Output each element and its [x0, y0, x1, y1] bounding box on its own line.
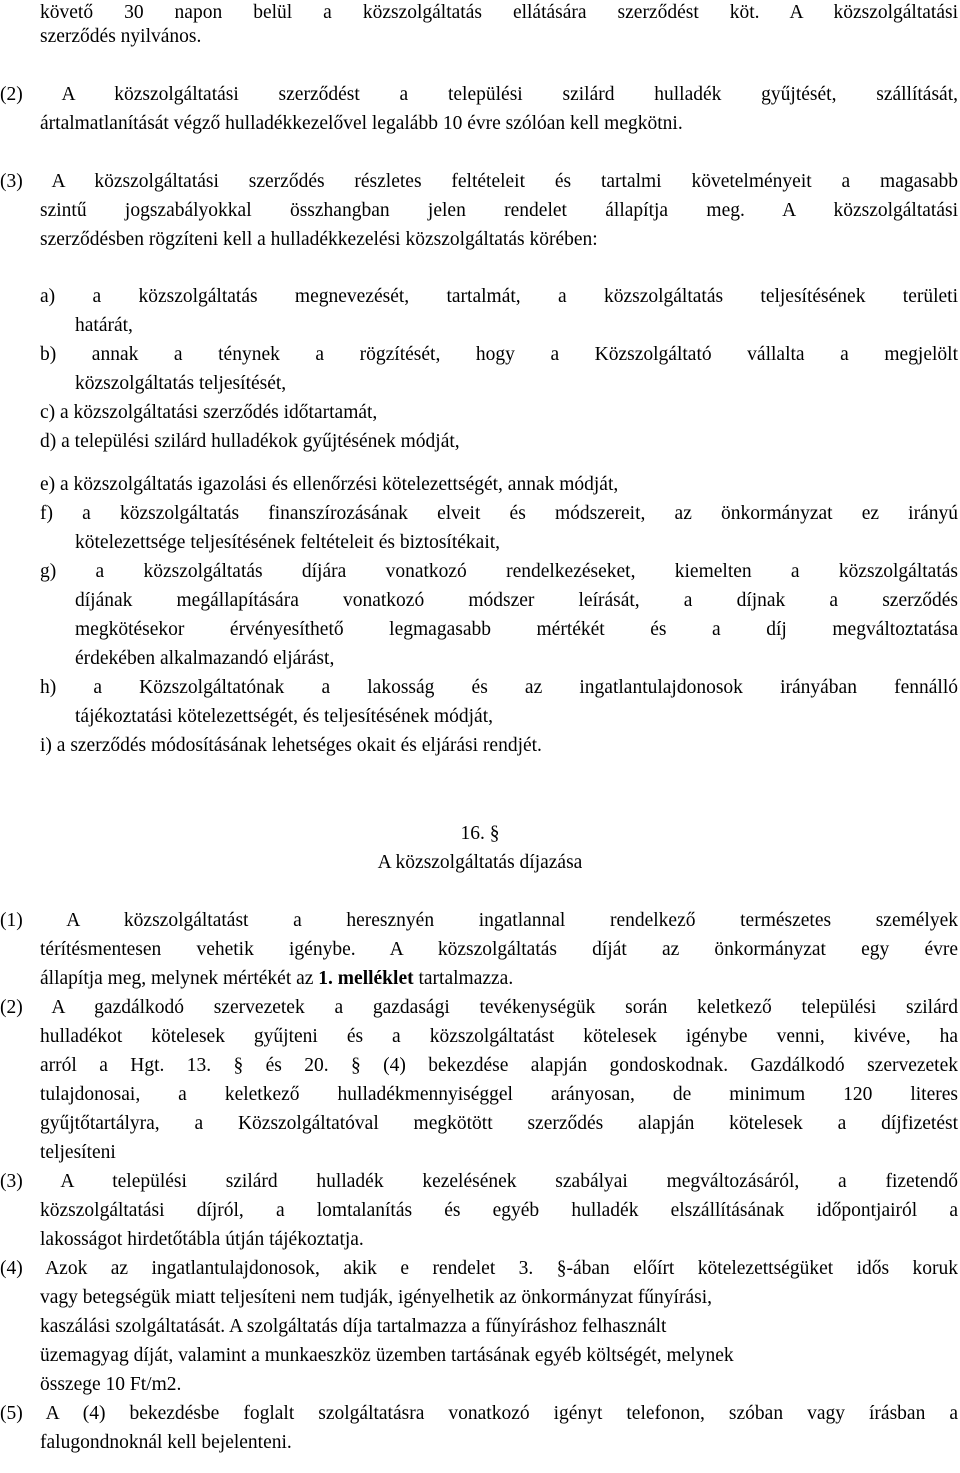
paragraph-line: falugondnoknál kell bejelenteni.: [40, 1432, 292, 1453]
paragraph-line: összege 10 Ft/m2.: [40, 1374, 182, 1395]
paragraph-line: (2) A gazdálkodó szervezetek a gazdasági tevékenységük során keletkező települési szilárd: [0, 997, 958, 1018]
paragraph-line: [40, 964, 513, 993]
paragraph-line: ártalmatlanítását végző hulladékkezelővel legalább 10 évre szólóan kell megkötni.: [40, 113, 683, 134]
paragraph-line: üzemagyag díját, valamint a munkaeszköz üzemben tartásának egyéb költségét, melynek: [40, 1345, 734, 1366]
list-item-continuation: díjának megállapítására vonatkozó módszer leírását, a díjnak a szerződés: [75, 590, 958, 611]
section-number: 16. §: [460, 823, 500, 844]
paragraph-line: tulajdonosai, a keletkező hulladékmennyiséggel arányosan, de minimum 120 literes: [40, 1084, 958, 1105]
paragraph-line: szintű jogszabályokkal összhangban jelen rendelet állapítja meg. A közszolgáltatási: [40, 200, 958, 221]
paragraph-line: közszolgáltatási díjról, a lomtalanítás és egyéb hulladék elszállításának időpontjairól a: [40, 1200, 958, 1221]
list-item-continuation: közszolgáltatás teljesítését,: [75, 373, 287, 394]
paragraph-line: szerződés nyilvános.: [40, 26, 202, 47]
list-item-continuation: tájékoztatási kötelezettségét, és teljesítésének módját,: [75, 706, 494, 727]
paragraph-line: (2) A közszolgáltatási szerződést a települési szilárd hulladék gyűjtését, szállítását,: [0, 84, 958, 105]
list-item: e) a közszolgáltatás igazolási és ellenőrzési kötelezettségét, annak módját,: [40, 474, 619, 495]
paragraph-text: állapítja meg, melynek mértékét az: [40, 968, 319, 989]
list-item: c) a közszolgáltatási szerződés időtartamát,: [40, 402, 378, 423]
paragraph-line: lakosságot hirdetőtábla útján tájékoztatja.: [40, 1229, 364, 1250]
paragraph-line: térítésmentesen vehetik igénybe. A közszolgáltatás díját az önkormányzat egy évre: [40, 939, 958, 960]
list-item-continuation: határát,: [75, 315, 133, 336]
list-item: a) a közszolgáltatás megnevezését, tartalmát, a közszolgáltatás teljesítésének területi: [40, 286, 958, 307]
paragraph-line: arról a Hgt. 13. § és 20. § (4) bekezdése alapján gondoskodnak. Gazdálkodó szervezetek: [40, 1055, 958, 1076]
paragraph-text: tartalmazza.: [413, 968, 514, 989]
paragraph-line: (1) A közszolgáltatást a heresznyén ingatlannal rendelkező természetes személyek: [0, 910, 958, 931]
paragraph-line: szerződésben rögzíteni kell a hulladékkezelési közszolgáltatás körében:: [40, 229, 598, 250]
list-item: g) a közszolgáltatás díjára vonatkozó rendelkezéseket, kiemelten a közszolgáltatás: [40, 561, 958, 582]
paragraph-line: hulladékot kötelesek gyűjteni és a közszolgáltatást kötelesek igénybe venni, kivéve, ha: [40, 1026, 958, 1047]
paragraph-line: vagy betegségük miatt teljesíteni nem tudják, igényelhetik az önkormányzat fűnyírási,: [40, 1287, 713, 1308]
paragraph-line: (4) Azok az ingatlantulajdonosok, akik e rendelet 3. §-ában előírt kötelezettségüket idős koruk: [0, 1258, 958, 1279]
paragraph-line: kaszálási szolgáltatását. A szolgáltatás díja tartalmazza a fűnyíráshoz felhasznált: [40, 1316, 667, 1337]
list-item: b) annak a ténynek a rögzítését, hogy a Közszolgáltató vállalta a megjelölt: [40, 344, 958, 365]
list-item: i) a szerződés módosításának lehetséges okait és eljárási rendjét.: [40, 735, 542, 756]
paragraph-line: teljesíteni: [40, 1142, 116, 1163]
list-item: h) a Közszolgáltatónak a lakosság és az ingatlantulajdonosok irányában fennálló: [40, 677, 958, 698]
annex-reference: 1. melléklet: [318, 968, 414, 989]
list-item: d) a települési szilárd hulladékok gyűjtésének módját,: [40, 431, 460, 452]
paragraph-line: (3) A közszolgáltatási szerződés részletes feltételeit és tartalmi követelményeit a magasabb: [0, 171, 958, 192]
paragraph-line: gyűjtőtartályra, a Közszolgáltatóval megkötött szerződés alapján kötelesek a díjfizetést: [40, 1113, 958, 1134]
paragraph-line: követő 30 napon belül a közszolgáltatás ellátására szerződést köt. A közszolgáltatási: [40, 2, 958, 23]
list-item-continuation: megkötésekor érvényesíthető legmagasabb mértékét és a díj megváltoztatása: [75, 619, 958, 640]
paragraph-line: (3) A települési szilárd hulladék kezelésének szabályai megváltozásáról, a fizetendő: [0, 1171, 958, 1192]
section-title: A közszolgáltatás díjazása: [377, 852, 583, 873]
list-item-continuation: érdekében alkalmazandó eljárást,: [75, 648, 335, 669]
list-item: f) a közszolgáltatás finanszírozásának elveit és módszereit, az önkormányzat ez irányú: [40, 503, 958, 524]
list-item-continuation: kötelezettsége teljesítésének feltételeit és biztosítékait,: [75, 532, 501, 553]
paragraph-line: (5) A (4) bekezdésbe foglalt szolgáltatásra vonatkozó igényt telefonon, szóban vagy írásban a: [0, 1403, 958, 1424]
